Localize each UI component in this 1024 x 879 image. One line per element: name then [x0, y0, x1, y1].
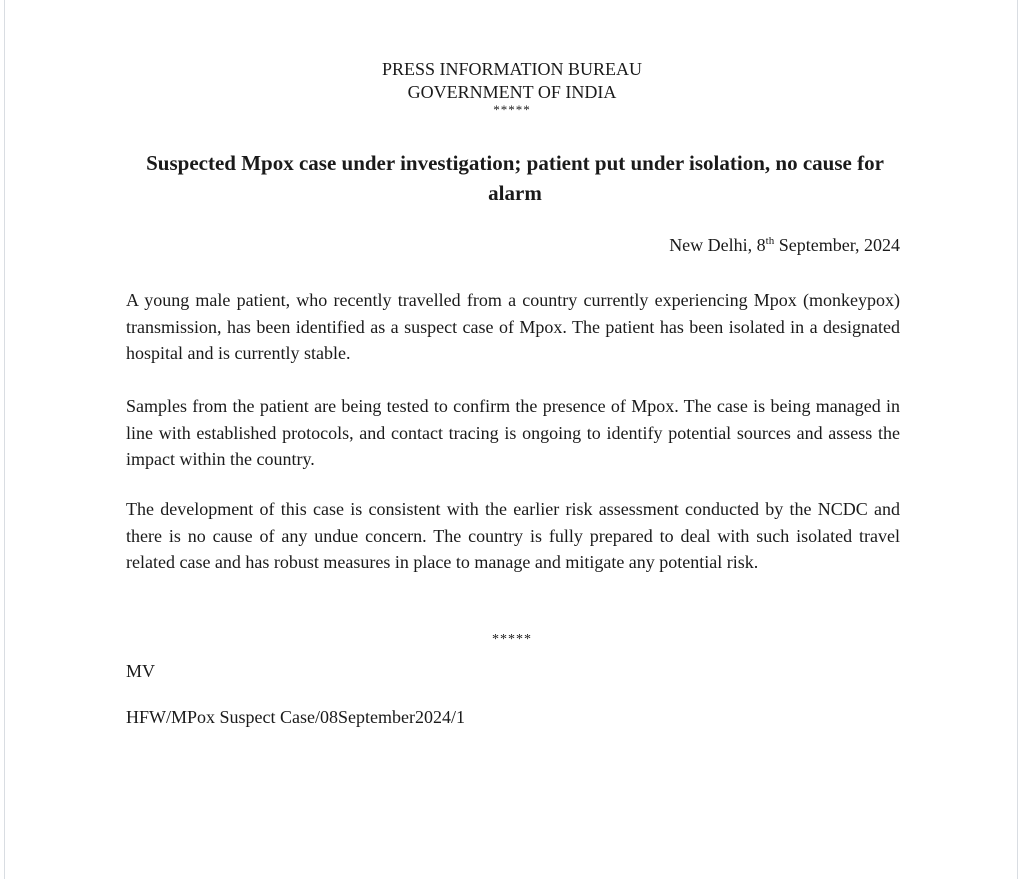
dateline-place: New Delhi, 8: [669, 235, 766, 255]
press-release-title: Suspected Mpox case under investigation; patient put under isolation, no cause for alarm: [146, 151, 884, 205]
header-separator: *****: [493, 102, 531, 117]
author-initials: MV: [126, 661, 156, 681]
dateline-rest: September, 2024: [774, 235, 900, 255]
body-paragraph-3: The development of this case is consistent with the earlier risk assessment conducted by the NCDC and there is no cause of any undue concern. The country is fully prepared to deal with such isolated travel related case and has robust measures in place to manage and mitigate any potential risk.: [126, 499, 900, 572]
body-paragraph-1: A young male patient, who recently travelled from a country currently experiencing Mpox (monkeypox) transmission, has been identified as a suspect case of Mpox. The patient has been isolated in a designated hospital and is currently stable.: [126, 290, 900, 363]
reference-code: HFW/MPox Suspect Case/08September2024/1: [126, 707, 465, 727]
dateline: [669, 233, 900, 257]
org-name-line2: GOVERNMENT OF INDIA: [407, 82, 617, 102]
footer-separator: *****: [492, 632, 532, 647]
org-name-line1: PRESS INFORMATION BUREAU: [381, 59, 643, 79]
dateline-day-suffix: th: [765, 235, 775, 247]
issuing-organization: [0, 58, 1024, 104]
body-paragraph-2: Samples from the patient are being tested to confirm the presence of Mpox. The case is being managed in line with established protocols, and contact tracing is ongoing to identify potential sources and assess the impact within the country.: [126, 396, 900, 469]
